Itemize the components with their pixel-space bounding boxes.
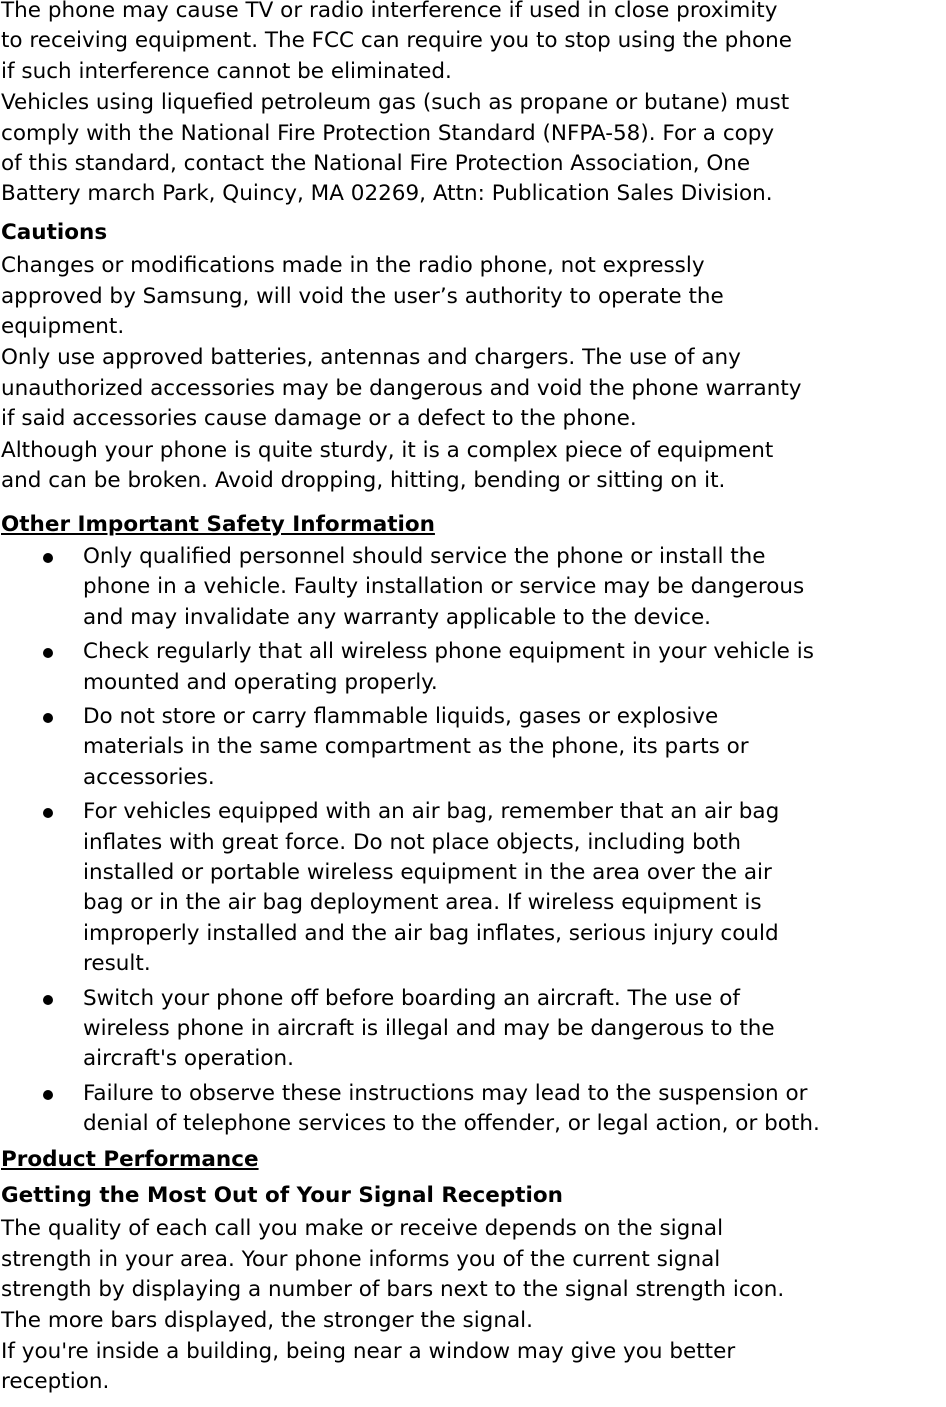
- paragraph-window-reception: [1, 1337, 945, 1398]
- safety-list: [1, 542, 945, 1140]
- text-line: reception.: [1, 1369, 110, 1395]
- text-line: Switch your phone off before boarding an aircraft. The use of: [83, 985, 740, 1011]
- bullet-icon: [43, 995, 53, 1005]
- text-line: aircraft's operation.: [83, 1046, 294, 1072]
- list-item: [1, 984, 945, 1075]
- text-line: if said accessories cause damage or a defect to the phone.: [1, 406, 637, 432]
- text-line: Failure to observe these instructions may lead to the suspension or: [83, 1080, 808, 1106]
- document-page: [1, 0, 945, 1398]
- text-line: For vehicles equipped with an air bag, remember that an air bag: [83, 799, 780, 825]
- text-line: and may invalidate any warranty applicable to the device.: [83, 604, 712, 630]
- text-line: Check regularly that all wireless phone equipment in your vehicle is: [83, 639, 814, 665]
- text-line: improperly installed and the air bag inflates, serious injury could: [83, 920, 779, 946]
- text-line: approved by Samsung, will void the user’s authority to operate the: [1, 283, 724, 309]
- safety-heading: Other Important Safety Information: [1, 511, 435, 537]
- text-line: If you're inside a building, being near a window may give you better: [1, 1339, 736, 1365]
- text-line: Changes or modifications made in the radio phone, not expressly: [1, 253, 705, 279]
- text-line: unauthorized accessories may be dangerous and void the phone warranty: [1, 375, 802, 401]
- bullet-icon: [43, 553, 53, 563]
- bullet-icon: [43, 1090, 53, 1100]
- text-line: strength in your area. Your phone informs you of the current signal: [1, 1246, 721, 1272]
- paragraph-approved-accessories: [1, 343, 945, 434]
- text-line: Battery march Park, Quincy, MA 02269, Attn: Publication Sales Division.: [1, 181, 773, 207]
- cautions-heading: Cautions: [1, 219, 108, 245]
- text-line: The more bars displayed, the stronger the signal.: [1, 1307, 533, 1333]
- list-item: [1, 702, 945, 793]
- text-line: denial of telephone services to the offender, or legal action, or both.: [83, 1111, 820, 1137]
- signal-reception-subheading: Getting the Most Out of Your Signal Reception: [1, 1183, 563, 1209]
- text-line: inflates with great force. Do not place objects, including both: [83, 829, 741, 855]
- text-line: phone in a vehicle. Faulty installation or service may be dangerous: [83, 574, 805, 600]
- text-line: result.: [83, 951, 151, 977]
- text-line: Only use approved batteries, antennas and chargers. The use of any: [1, 345, 741, 371]
- text-line: wireless phone in aircraft is illegal and may be dangerous to the: [83, 1016, 775, 1041]
- bullet-icon: [43, 808, 53, 818]
- text-line: Do not store or carry flammable liquids, gases or explosive: [83, 703, 719, 729]
- list-item: [1, 637, 945, 698]
- text-line: The quality of each call you make or receive depends on the signal: [1, 1216, 724, 1242]
- paragraph-modifications: [1, 251, 945, 342]
- text-line: Vehicles using liquefied petroleum gas (such as propane or butane) must: [1, 90, 790, 116]
- paragraph-sturdy-phone: [1, 436, 945, 497]
- list-item: [1, 1079, 945, 1140]
- text-line: if such interference cannot be eliminated.: [1, 58, 452, 84]
- paragraph-interference: [1, 0, 945, 87]
- text-line: mounted and operating properly.: [83, 669, 438, 695]
- text-line: of this standard, contact the National Fire Protection Association, One: [1, 151, 751, 177]
- bullet-icon: [43, 713, 53, 723]
- paragraph-signal-quality: [1, 1214, 945, 1336]
- bullet-icon: [43, 648, 53, 658]
- text-line: strength by displaying a number of bars next to the signal strength icon.: [1, 1277, 785, 1303]
- text-line: The phone may cause TV or radio interference if used in close proximity: [1, 0, 778, 23]
- text-line: comply with the National Fire Protection Standard (NFPA-58). For a copy: [1, 120, 775, 146]
- text-line: Only qualified personnel should service the phone or install the: [83, 543, 766, 569]
- text-line: equipment.: [1, 314, 125, 340]
- text-line: installed or portable wireless equipment in the area over the air: [83, 859, 772, 885]
- text-line: to receiving equipment. The FCC can require you to stop using the phone: [1, 28, 792, 54]
- performance-heading: Product Performance: [1, 1146, 259, 1172]
- text-line: materials in the same compartment as the phone, its parts or: [83, 734, 749, 760]
- text-line: bag or in the air bag deployment area. If wireless equipment is: [83, 890, 762, 916]
- text-line: Although your phone is quite sturdy, it is a complex piece of equipment: [1, 437, 774, 463]
- text-line: accessories.: [83, 764, 215, 790]
- paragraph-lpg-vehicles: [1, 88, 945, 210]
- list-item: [1, 797, 945, 979]
- list-item: [1, 542, 945, 633]
- text-line: and can be broken. Avoid dropping, hitting, bending or sitting on it.: [1, 468, 726, 494]
